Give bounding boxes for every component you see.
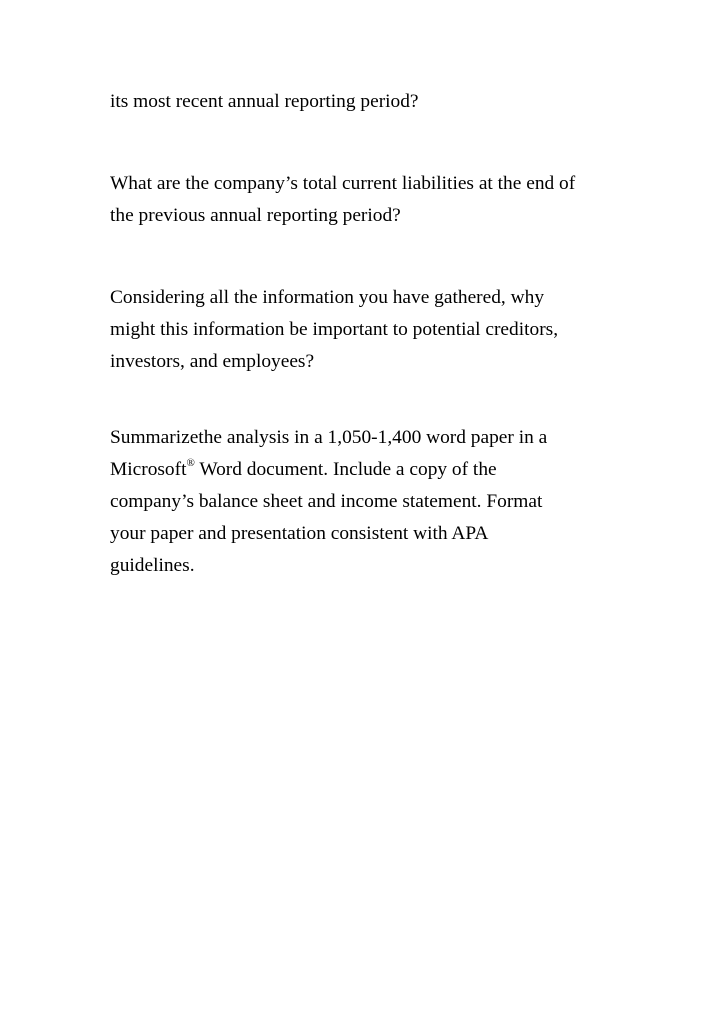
text-line: might this information be important to potential creditors, bbox=[110, 319, 559, 340]
text-line: company’s balance sheet and income statement. Format bbox=[110, 491, 543, 512]
text-microsoft: Microsoft bbox=[110, 459, 187, 480]
text-line: guidelines. bbox=[110, 555, 195, 576]
paragraph-question-continuation bbox=[110, 86, 670, 118]
paragraph-importance-question bbox=[110, 282, 670, 378]
text-line: its most recent annual reporting period? bbox=[110, 91, 419, 112]
text-line: investors, and employees? bbox=[110, 351, 315, 372]
text-line bbox=[110, 454, 670, 486]
registered-mark: ® bbox=[186, 456, 195, 469]
text-line: the previous annual reporting period? bbox=[110, 205, 401, 226]
text-word-document: Word document. Include a copy of the bbox=[194, 459, 497, 480]
paragraph-current-liabilities-question bbox=[110, 168, 670, 232]
text-line: Summarizethe analysis in a 1,050-1,400 word paper in a bbox=[110, 427, 548, 448]
paragraph-summary-instructions bbox=[110, 422, 670, 582]
text-line: Considering all the information you have gathered, why bbox=[110, 287, 545, 308]
text-line: What are the company’s total current liabilities at the end of bbox=[110, 173, 576, 194]
text-line: your paper and presentation consistent with APA bbox=[110, 523, 489, 544]
